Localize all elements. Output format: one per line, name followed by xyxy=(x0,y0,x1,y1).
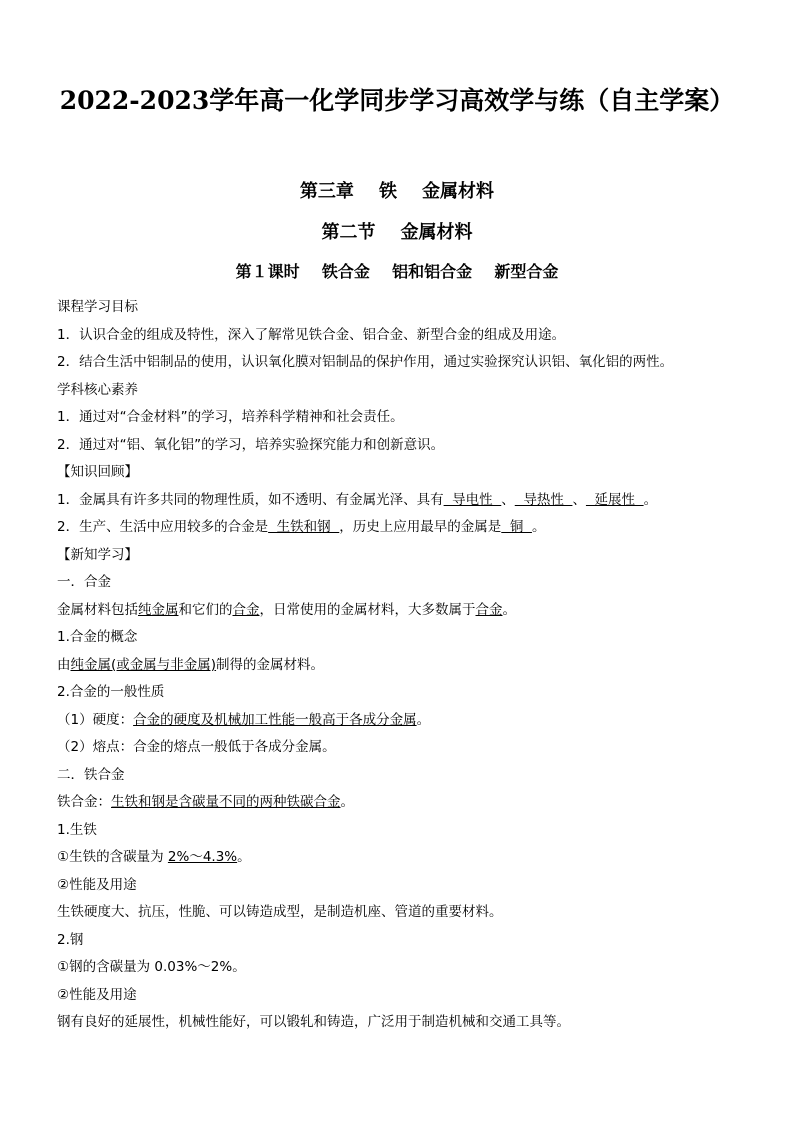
underlined-term: 合金 xyxy=(232,601,260,618)
alloy-heading: 一．合金 xyxy=(57,574,111,590)
answer-blank: 铜 xyxy=(501,519,532,535)
text-run: ，日常使用的金属材料，大多数属于 xyxy=(259,601,476,618)
text-run: 。 xyxy=(416,711,431,728)
underlined-term: 合金 xyxy=(475,601,503,618)
underlined-term: 纯金属(或金属与非金属) xyxy=(70,656,217,673)
separator: 、 xyxy=(572,491,586,508)
section-heading: 第二节 金属材料 xyxy=(321,222,473,243)
concept-text xyxy=(57,652,747,680)
text-run: 制得的金属材料。 xyxy=(216,656,325,673)
review-question-1 xyxy=(57,487,747,515)
pig-iron-carbon xyxy=(57,844,747,872)
iron-alloy-intro xyxy=(57,789,747,817)
iron-alloy-heading: 二．铁合金 xyxy=(57,766,125,783)
document-title: 2022-2023学年高一化学同步学习高效学与练（自主学案） xyxy=(59,86,735,115)
goal-item: 2．结合生活中铝制品的使用，认识氧化膜对铝制品的保护作用，通过实验探究认识铝、氧化铝的两性。 xyxy=(57,354,674,370)
text-run: 由 xyxy=(57,656,71,673)
document-body xyxy=(57,294,747,1037)
text-run: 。 xyxy=(340,794,354,810)
text-run: 铁合金： xyxy=(57,794,111,810)
goal-item: 1．认识合金的组成及特性，深入了解常见铁合金、铝合金、新型合金的组成及用途。 xyxy=(57,326,566,343)
underlined-term: 生铁和钢是含碳量不同的两种铁碳合金 xyxy=(111,794,341,810)
pig-iron-heading: 1.生铁 xyxy=(57,821,97,838)
alloy-intro xyxy=(57,597,747,625)
question-text: 1．金属具有许多共同的物理性质，如不透明、有金属光泽、具有 xyxy=(57,491,444,508)
text-run: （1）硬度： xyxy=(57,711,134,728)
steel-heading: 2.钢 xyxy=(57,931,84,948)
newlearn-heading: 【新知学习】 xyxy=(57,546,138,563)
answer-blank: 延展性 xyxy=(585,491,644,508)
text-run: ①生铁的含碳量为 xyxy=(57,849,168,865)
literacy-item: 2．通过对“铝、氧化铝”的学习，培养实验探究能力和创新意识。 xyxy=(57,436,445,453)
separator: 、 xyxy=(501,491,515,508)
text-run: 金属材料包括 xyxy=(57,601,138,618)
question-text: 2．生产、生活中应用较多的合金是 xyxy=(57,519,269,535)
text-run: 。 xyxy=(237,849,251,865)
answer-blank: 导电性 xyxy=(443,491,502,508)
review-heading: 【知识回顾】 xyxy=(57,464,138,480)
question-text: ，历史上应用最早的金属是 xyxy=(339,519,502,535)
text-run: 。 xyxy=(502,601,516,618)
concept-heading: 1.合金的概念 xyxy=(57,629,138,645)
literacy-heading: 学科核心素养 xyxy=(57,381,138,398)
steel-use: 钢有良好的延展性，机械性能好，可以锻轧和铸造，广泛用于制造机械和交通工具等。 xyxy=(57,1014,570,1030)
review-question-2 xyxy=(57,514,747,542)
literacy-item: 1．通过对“合金材料”的学习，培养科学精神和社会责任。 xyxy=(57,409,404,425)
underlined-term: 2%～4.3% xyxy=(167,849,238,865)
answer-blank: 生铁和钢 xyxy=(268,519,340,535)
question-end: 。 xyxy=(643,491,658,508)
text-run: 和它们的 xyxy=(178,601,233,618)
lesson-heading: 第１课时 铁合金 铝和铝合金 新型合金 xyxy=(235,262,559,281)
hardness-text xyxy=(57,707,747,735)
steel-use-heading: ②性能及用途 xyxy=(57,986,137,1003)
props-heading: 2.合金的一般性质 xyxy=(57,684,165,700)
pig-iron-use: 生铁硬度大、抗压，性脆、可以铸造成型，是制造机座、管道的重要材料。 xyxy=(57,904,503,920)
steel-carbon: ①钢的含碳量为 0.03%～2%。 xyxy=(57,959,246,975)
underlined-term: 纯金属 xyxy=(138,601,179,618)
chapter-heading: 第三章 铁 金属材料 xyxy=(299,181,495,202)
goals-heading: 课程学习目标 xyxy=(57,299,138,315)
question-end: 。 xyxy=(531,519,546,535)
answer-blank: 导热性 xyxy=(514,491,573,508)
pig-iron-use-heading: ②性能及用途 xyxy=(57,876,137,893)
underlined-term: 合金的硬度及机械加工性能一般高于各成分金属 xyxy=(133,711,417,728)
melting-text: （2）熔点：合金的熔点一般低于各成分金属。 xyxy=(57,739,336,755)
